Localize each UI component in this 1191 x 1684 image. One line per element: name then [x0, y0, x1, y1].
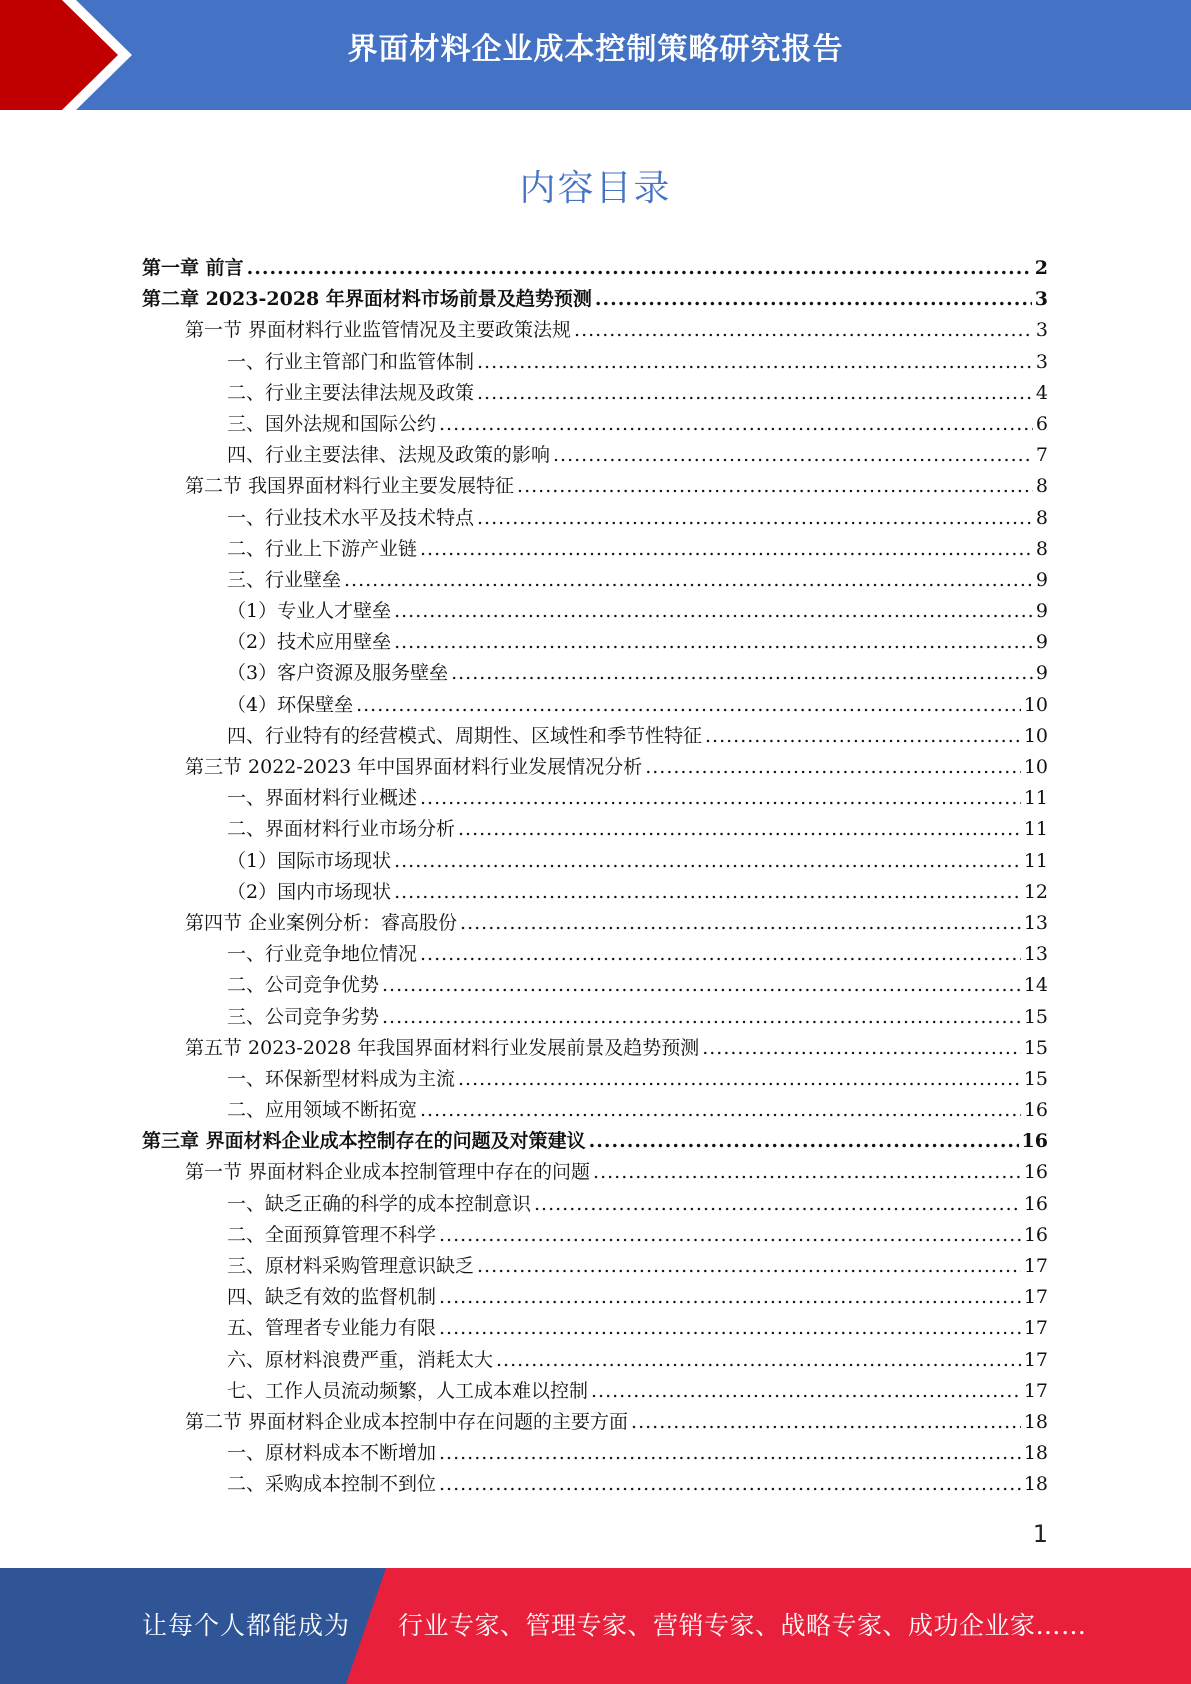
toc-dot-leader	[702, 1033, 1021, 1064]
toc-dot-leader	[705, 721, 1021, 752]
toc-entry-title: 三、原材料采购管理意识缺乏	[227, 1255, 475, 1277]
toc-entry[interactable]	[142, 534, 1048, 565]
toc-dot-leader	[382, 970, 1021, 1001]
toc-entry-title: 二、全面预算管理不科学	[227, 1223, 437, 1246]
toc-entry-title: 一、行业技术水平及技术特点	[227, 506, 475, 529]
toc-entry-title: 二、公司竞争优势	[227, 974, 380, 997]
report-title: 界面材料企业成本控制策略研究报告	[347, 32, 844, 67]
toc-entry-page: 18	[1023, 1410, 1048, 1433]
toc-entry[interactable]	[142, 783, 1048, 814]
toc-entry-title: 第五节 2023-2028 年我国界面材料行业发展前景及趋势预测	[185, 1036, 700, 1059]
toc-entry-page: 11	[1023, 818, 1048, 841]
page-number: 1	[1032, 1520, 1048, 1548]
toc-entry[interactable]	[142, 284, 1048, 315]
toc-entry-page: 8	[1035, 537, 1048, 560]
toc-entry-page: 17	[1023, 1379, 1048, 1402]
toc-entry[interactable]	[142, 596, 1048, 627]
toc-dot-leader	[477, 378, 1033, 409]
toc-entry[interactable]	[142, 471, 1048, 502]
toc-entry-page: 10	[1023, 693, 1048, 716]
toc-entry-page: 8	[1035, 475, 1048, 498]
toc-entry-page: 9	[1035, 568, 1048, 591]
toc-entry[interactable]	[142, 627, 1048, 658]
toc-dot-leader	[439, 1469, 1021, 1500]
toc-entry[interactable]	[142, 1126, 1048, 1157]
toc-entry[interactable]	[142, 409, 1048, 440]
toc-entry-title: 七、工作人员流动频繁，人工成本难以控制	[227, 1379, 589, 1402]
toc-entry-title: 二、界面材料行业市场分析	[227, 818, 456, 841]
toc-entry-title: 二、行业上下游产业链	[227, 537, 418, 560]
toc-entry-title: 第三节 2022-2023 年中国界面材料行业发展情况分析	[185, 756, 643, 778]
toc-entry[interactable]	[142, 1469, 1048, 1500]
toc-entry[interactable]	[142, 1438, 1048, 1469]
toc-entry-page: 15	[1023, 1067, 1048, 1090]
toc-entry[interactable]	[142, 503, 1048, 534]
toc-dot-leader	[593, 1157, 1021, 1188]
toc-entry[interactable]	[142, 440, 1048, 471]
toc-entry[interactable]	[142, 814, 1048, 845]
toc-entry-title: 第二节 我国界面材料行业主要发展特征	[185, 475, 515, 498]
toc-dot-leader	[356, 690, 1021, 721]
toc-dot-leader	[477, 503, 1033, 534]
toc-dot-leader	[517, 471, 1033, 502]
toc-entry-title: 第一节 界面材料行业监管情况及主要政策法规	[185, 319, 572, 342]
toc-dot-leader	[439, 409, 1033, 440]
toc-entry[interactable]	[142, 1282, 1048, 1313]
footer-slogan-right: 行业专家、管理专家、营销专家、战略专家、成功企业家……	[398, 1611, 1087, 1640]
toc-entry[interactable]	[142, 378, 1048, 409]
toc-entry[interactable]	[142, 1220, 1048, 1251]
toc-dot-leader	[477, 1251, 1021, 1282]
toc-entry-page: 10	[1023, 756, 1048, 778]
toc-dot-leader	[451, 658, 1033, 689]
toc-entry-title: 六、原材料浪费严重，消耗太大	[227, 1348, 494, 1371]
toc-entry-title: 一、行业竞争地位情况	[227, 943, 418, 966]
toc-entry[interactable]	[142, 752, 1048, 783]
toc-dot-leader	[458, 1064, 1021, 1095]
toc-dot-leader	[439, 1438, 1021, 1469]
toc-entry[interactable]	[142, 1376, 1048, 1407]
toc-entry-title: 第三章 界面材料企业成本控制存在的问题及对策建议	[142, 1130, 586, 1153]
toc-entry[interactable]	[142, 908, 1048, 939]
toc-entry-title: 第一节 界面材料企业成本控制管理中存在的问题	[185, 1161, 591, 1184]
toc-entry-title: 一、行业主管部门和监管体制	[227, 350, 475, 373]
toc-entry[interactable]	[142, 1345, 1048, 1376]
toc-entry-page: 17	[1023, 1317, 1048, 1340]
toc-entry-title: 五、管理者专业能力有限	[227, 1317, 437, 1340]
toc-entry-page: 16	[1021, 1130, 1048, 1153]
toc-dot-leader	[458, 814, 1021, 845]
toc-entry-title: （3）客户资源及服务壁垒	[227, 662, 449, 685]
toc-dot-leader	[574, 315, 1033, 346]
toc-entry-page: 3	[1035, 319, 1048, 342]
toc-entry[interactable]	[142, 877, 1048, 908]
toc-entry-page: 3	[1034, 288, 1048, 311]
toc-entry[interactable]	[142, 1095, 1048, 1126]
toc-entry-page: 2	[1034, 257, 1048, 279]
toc-dot-leader	[394, 877, 1021, 908]
toc-dot-leader	[420, 1095, 1021, 1126]
toc-entry-title: （2）技术应用壁垒	[227, 631, 392, 654]
toc-entry-title: 一、环保新型材料成为主流	[227, 1067, 456, 1090]
toc-entry-title: （1）国际市场现状	[227, 849, 392, 872]
toc-entry[interactable]	[142, 1064, 1048, 1095]
toc-entry-page: 15	[1023, 1005, 1048, 1028]
toc-dot-leader	[439, 1220, 1021, 1251]
toc-dot-leader	[496, 1345, 1021, 1376]
toc-dot-leader	[534, 1189, 1021, 1220]
toc-dot-leader	[631, 1407, 1021, 1438]
toc-entry[interactable]	[142, 1251, 1048, 1282]
toc-entry-page: 16	[1023, 1161, 1048, 1184]
toc-entry-title: （1）专业人才壁垒	[227, 600, 392, 623]
toc-entry-page: 15	[1023, 1036, 1048, 1059]
page-footer	[0, 1568, 1191, 1684]
toc-entry[interactable]	[142, 721, 1048, 752]
toc-entry-page: 11	[1023, 849, 1048, 872]
toc-entry-page: 9	[1035, 662, 1048, 685]
toc-dot-leader	[247, 253, 1032, 284]
toc-dot-leader	[591, 1376, 1021, 1407]
toc-entry[interactable]	[142, 970, 1048, 1001]
toc-entry-page: 11	[1023, 787, 1048, 810]
toc-entry[interactable]	[142, 658, 1048, 689]
toc-dot-leader	[420, 939, 1021, 970]
toc-entry-page: 8	[1035, 506, 1048, 529]
toc-entry-title: （2）国内市场现状	[227, 880, 392, 903]
toc-dot-leader	[460, 908, 1021, 939]
toc-entry[interactable]	[142, 253, 1048, 284]
toc-entry[interactable]	[142, 1407, 1048, 1438]
toc-entry-page: 9	[1035, 631, 1048, 654]
toc-entry[interactable]	[142, 1157, 1048, 1188]
toc-entry-page: 18	[1023, 1442, 1048, 1465]
toc-dot-leader	[344, 565, 1033, 596]
toc-dot-leader	[595, 284, 1032, 315]
toc-dot-leader	[589, 1126, 1019, 1157]
toc-entry-page: 9	[1035, 600, 1048, 623]
toc-entry-title: 二、采购成本控制不到位	[227, 1473, 437, 1496]
toc-entry[interactable]	[142, 347, 1048, 378]
toc-entry-page: 12	[1023, 880, 1048, 903]
toc-dot-leader	[553, 440, 1033, 471]
toc-entry-title: 四、缺乏有效的监督机制	[227, 1286, 437, 1309]
toc-entry-page: 13	[1023, 911, 1048, 934]
toc-entry-title: 第二节 界面材料企业成本控制中存在问题的主要方面	[185, 1410, 629, 1433]
toc-entry-title: 一、界面材料行业概述	[227, 787, 418, 810]
toc-entry-page: 17	[1023, 1348, 1048, 1371]
toc-entry-title: 三、国外法规和国际公约	[227, 412, 437, 435]
footer-slogan-left: 让每个人都能成为	[142, 1611, 351, 1640]
toc-entry-page: 14	[1023, 974, 1048, 997]
toc-entry-page: 3	[1035, 350, 1048, 373]
toc-entry-page: 17	[1023, 1255, 1048, 1277]
toc-entry-title: 第一章 前言	[142, 257, 244, 279]
toc-dot-leader	[394, 596, 1033, 627]
toc-entry-page: 10	[1023, 724, 1048, 747]
toc-entry-page: 18	[1023, 1473, 1048, 1496]
toc-entry-title: 二、行业主要法律法规及政策	[227, 381, 475, 404]
toc-entry-title: 三、行业壁垒	[227, 568, 342, 591]
toc-entry-title: 一、缺乏正确的科学的成本控制意识	[227, 1192, 532, 1215]
toc-dot-leader	[439, 1282, 1021, 1313]
toc-entry[interactable]	[142, 846, 1048, 877]
toc-dot-leader	[645, 752, 1021, 783]
toc-dot-leader	[477, 347, 1033, 378]
table-of-contents	[142, 253, 1048, 1501]
toc-entry-page: 16	[1023, 1099, 1048, 1122]
toc-entry[interactable]	[142, 939, 1048, 970]
toc-entry-title: （4）环保壁垒	[227, 693, 354, 716]
toc-entry[interactable]	[142, 315, 1048, 346]
toc-entry-title: 四、行业特有的经营模式、周期性、区域性和季节性特征	[227, 724, 703, 747]
toc-entry-page: 17	[1023, 1286, 1048, 1309]
toc-entry-page: 13	[1023, 943, 1048, 966]
toc-entry-title: 第二章 2023-2028 年界面材料市场前景及趋势预测	[142, 288, 592, 311]
toc-entry-page: 16	[1023, 1192, 1048, 1215]
toc-heading: 内容目录	[519, 168, 672, 209]
toc-dot-leader	[420, 783, 1021, 814]
toc-entry-page: 16	[1023, 1223, 1048, 1246]
toc-dot-leader	[394, 627, 1033, 658]
toc-dot-leader	[439, 1313, 1021, 1344]
toc-entry-title: 第四节 企业案例分析：睿高股份	[185, 911, 458, 934]
toc-entry[interactable]	[142, 1033, 1048, 1064]
toc-entry-title: 一、原材料成本不断增加	[227, 1442, 437, 1465]
toc-entry[interactable]	[142, 1002, 1048, 1033]
toc-entry[interactable]	[142, 565, 1048, 596]
toc-entry-page: 7	[1035, 444, 1048, 467]
toc-entry-page: 4	[1035, 381, 1048, 404]
toc-entry[interactable]	[142, 1313, 1048, 1344]
toc-entry[interactable]	[142, 1189, 1048, 1220]
toc-entry-title: 三、公司竞争劣势	[227, 1005, 380, 1028]
toc-dot-leader	[394, 846, 1021, 877]
toc-entry-page: 6	[1035, 412, 1048, 435]
toc-entry[interactable]	[142, 690, 1048, 721]
toc-entry-title: 四、行业主要法律、法规及政策的影响	[227, 444, 551, 467]
toc-entry-title: 二、应用领域不断拓宽	[227, 1099, 418, 1122]
page-header	[0, 0, 1191, 110]
toc-dot-leader	[382, 1002, 1021, 1033]
toc-dot-leader	[420, 534, 1033, 565]
